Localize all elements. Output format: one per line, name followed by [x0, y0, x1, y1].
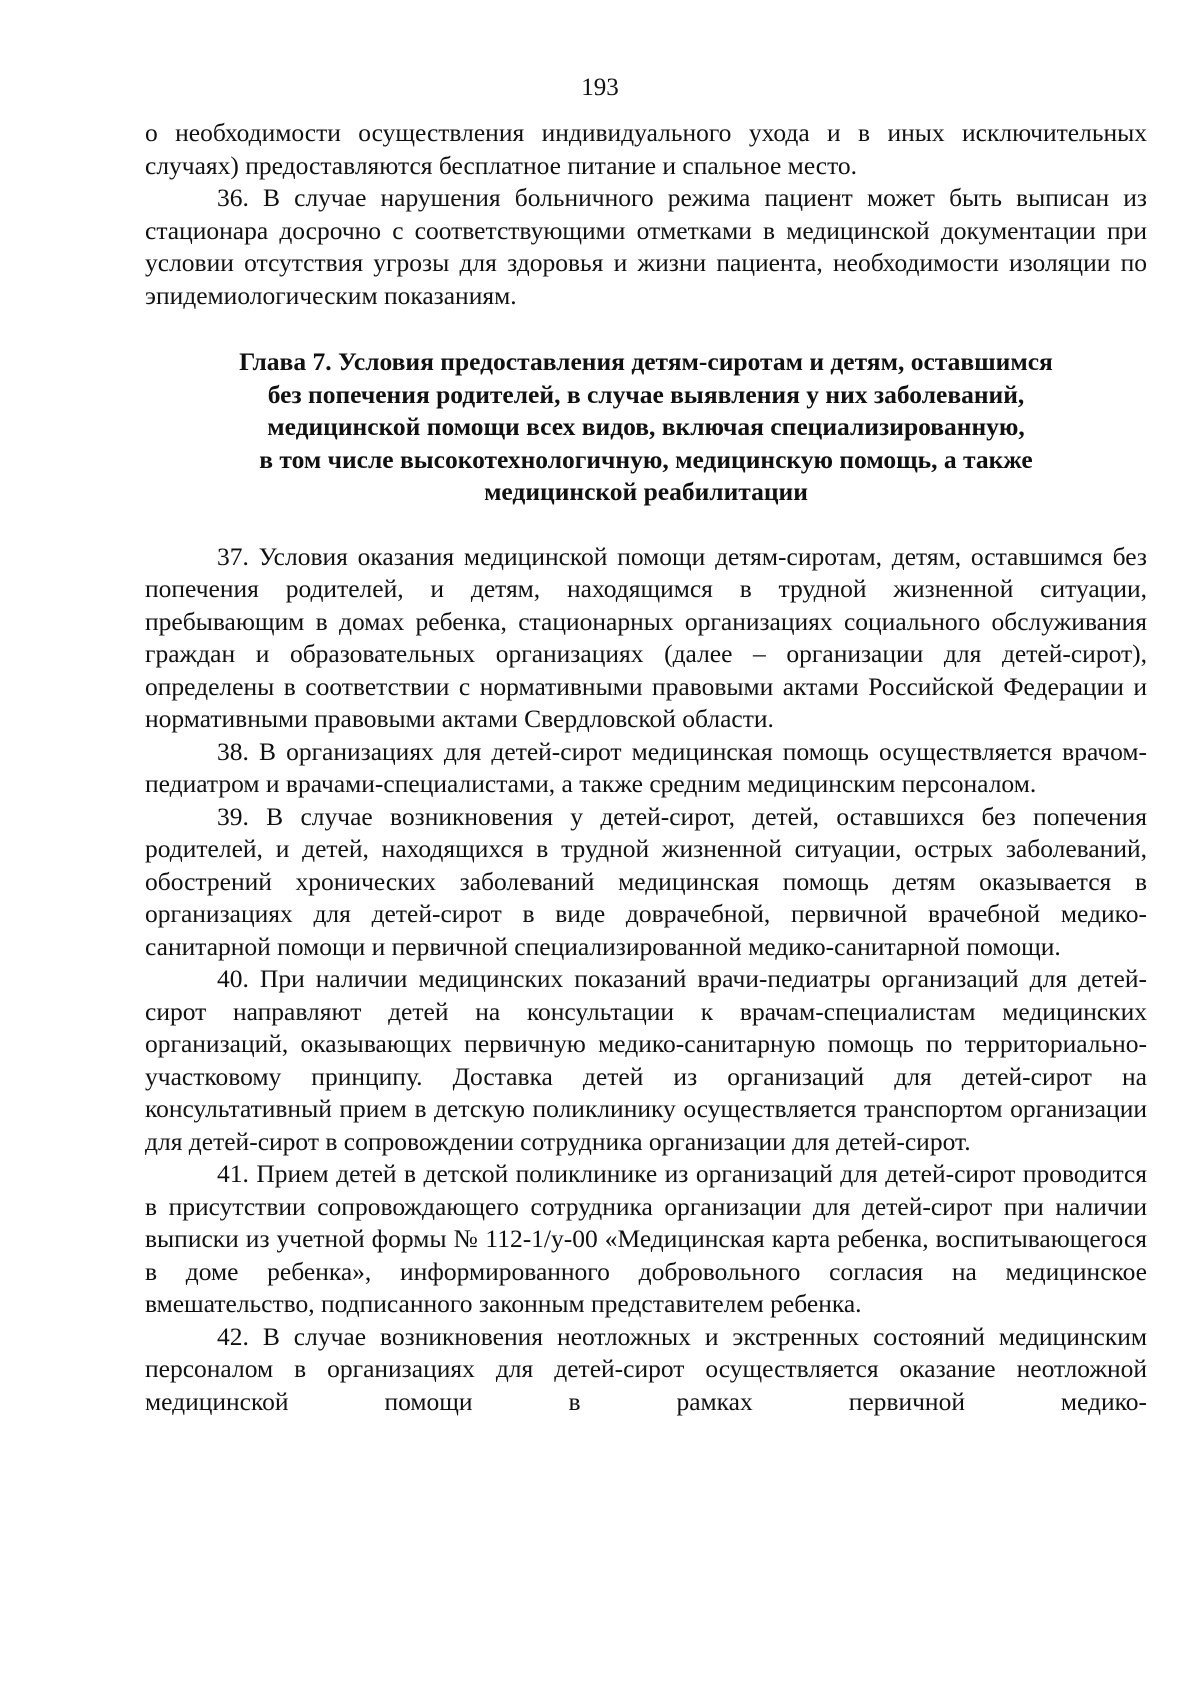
chapter-heading: [185, 346, 1107, 509]
page-number: 193: [581, 74, 619, 101]
paragraph-42: 42. В случае возникновения неотложных и экстренных состояний медицинским персоналом в организациях для детей-сирот осуществляется оказание неотложной медицинской помощи в рамках первичной медико-: [145, 1321, 1147, 1416]
paragraph-39: 39. В случае возникновения у детей-сирот, детей, оставшихся без попечения родителей, и детей, находящихся в трудной жизненной ситуации, острых заболеваний, обострений хронических заболеваний медицинская помощь детям оказывается в организациях для детей-сирот в виде доврачебной, первичной врачебной медико-санитарной помощи и первичной специализированной медико-санитарной помощи.: [145, 801, 1147, 961]
chapter-heading-line: медицинской помощи всех видов, включая специализированную,: [267, 412, 1025, 441]
chapter-heading-line: медицинской реабилитации: [484, 477, 808, 506]
paragraph-37: 37. Условия оказания медицинской помощи детям-сиротам, детям, оставшимся без попечения родителей, и детям, находящимся в трудной жизненной ситуации, пребывающим в домах ребенка, стационарных организациях социального обслуживания граждан и образовательных организациях (далее – организации для детей-сирот), определены в соответствии с нормативными правовыми актами Российской Федерации и нормативными правовыми актами Свердловской области.: [145, 541, 1147, 733]
chapter-heading-line: без попечения родителей, в случае выявления у них заболеваний,: [267, 379, 1025, 409]
paragraph-continuation: о необходимости осуществления индивидуального ухода и в иных исключительных случаях) предоставляются бесплатное питание и спальное место.: [145, 118, 1147, 180]
paragraph-38: 38. В организациях для детей-сирот медицинская помощь осуществляется врачом-педиатром и врачами-специалистами, а также средним медицинским персоналом.: [145, 736, 1147, 798]
chapter-heading-line: Глава 7. Условия предоставления детям-сиротам и детям, оставшимся: [239, 347, 1053, 376]
document-body: [145, 117, 1147, 1418]
paragraph-36: 36. В случае нарушения больничного режима пациент может быть выписан из стационара досрочно с соответствующими отметками в медицинской документации при условии отсутствия угрозы для здоровья и жизни пациента, необходимости изоляции по эпидемиологическим показаниям.: [145, 183, 1147, 310]
chapter-heading-line: в том числе высокотехнологичную, медицинскую помощь, а также: [259, 444, 1033, 474]
paragraph-40: 40. При наличии медицинских показаний врачи-педиатры организаций для детей-сирот направляют детей на консультации к врачам-специалистам медицинских организаций, оказывающих первичную медико-санитарную помощь по территориально-участковому принципу. Доставка детей из организаций для детей-сирот на консультативный прием в детскую поликлинику осуществляется транспортом организации для детей-сирот в сопровождении сотрудника организации для детей-сирот.: [145, 964, 1147, 1156]
paragraph-41: 41. Прием детей в детской поликлинике из организаций для детей-сирот проводится в присутствии сопровождающего сотрудника организации для детей-сирот при наличии выписки из учетной формы № 112-1/у-00 «Медицинская карта ребенка, воспитывающегося в доме ребенка», информированного добровольного согласия на медицинское вмешательство, подписанного законным представителем ребенка.: [145, 1159, 1147, 1318]
